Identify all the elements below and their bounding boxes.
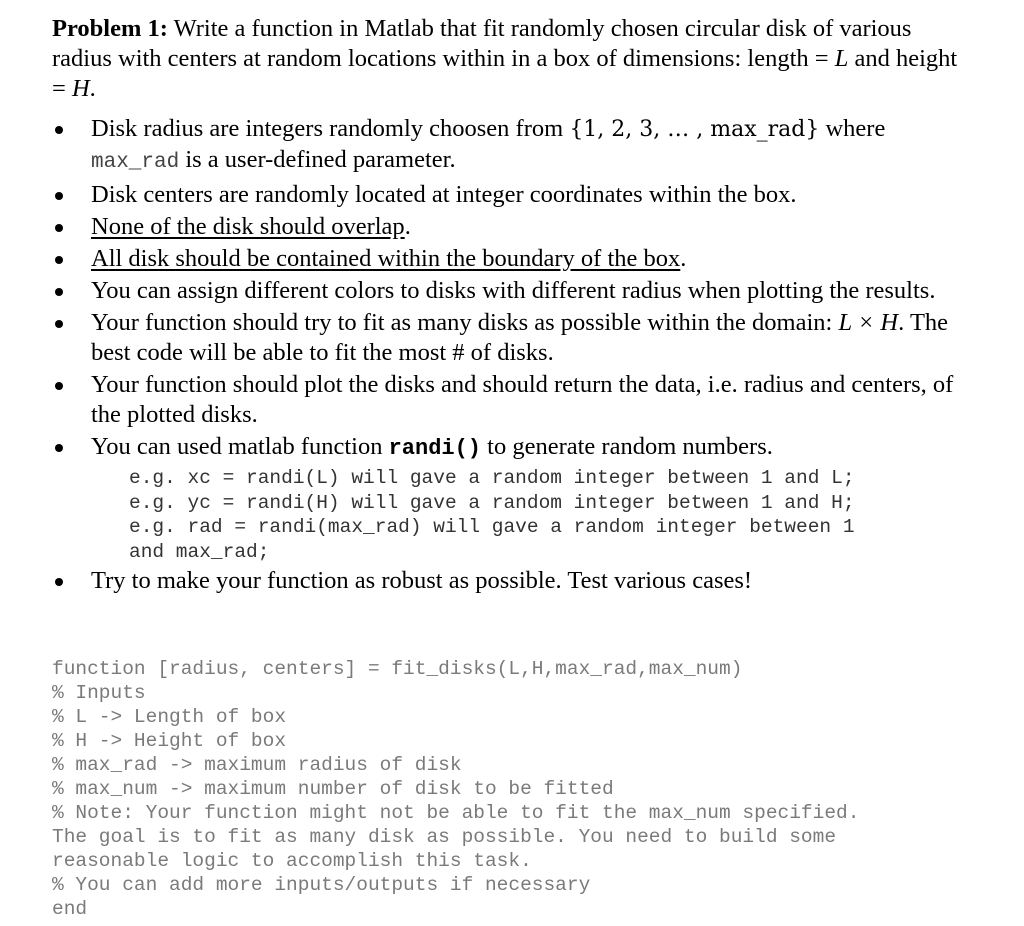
bullet-text: Disk centers are randomly located at integer coordinates within the box. (91, 181, 797, 208)
code-comment: % You can add more inputs/outputs if necessary (52, 874, 591, 896)
bullet-dot (55, 444, 63, 452)
max-rad-code: max_rad (91, 151, 180, 174)
problem-statement (52, 14, 972, 104)
bullet-text: . (680, 245, 687, 272)
code-comment: The goal is to fit as many disk as possible. You need to build some (52, 826, 837, 848)
bullet-text: Your function should try to fit as many disks as possible within the domain: (91, 309, 839, 336)
bullet-colors (52, 276, 972, 306)
randi-examples (129, 466, 972, 564)
code-comment: % H -> Height of box (52, 730, 287, 752)
bullet-fit-many (52, 308, 972, 368)
bullet-text: . The best code will be able to fit the most # of disks. (91, 309, 949, 366)
problem-text-1: Write a function in Matlab that fit randomly chosen circular disk of various radius with centers at random locations within in a box of dimensions: length = (52, 15, 912, 72)
bullet-dot (55, 256, 63, 264)
bullet-dot (55, 320, 63, 328)
example-line: and max_rad; (129, 540, 270, 563)
example-line: e.g. rad = randi(max_rad) will gave a random integer between 1 (129, 516, 855, 538)
randi-function: randi() (388, 436, 482, 461)
bullet-text: Your function should plot the disks and should return the data, i.e. radius and centers, of the plotted disks. (91, 371, 954, 428)
bullet-text: You can used matlab function (91, 433, 389, 460)
code-comment: % Note: Your function might not be able to fit the max_num specified. (52, 802, 860, 824)
example-line: e.g. xc = randi(L) will gave a random integer between 1 and L; (129, 467, 855, 489)
problem-label: Problem 1: (52, 15, 168, 42)
code-comment: % L -> Length of box (52, 706, 287, 728)
bullet-underlined-text: None of the disk should overlap (91, 213, 405, 240)
code-end: end (52, 898, 88, 920)
bullet-dot (55, 192, 63, 200)
code-comment: % max_rad -> maximum radius of disk (52, 754, 462, 776)
bullet-robust (52, 566, 972, 596)
code-comment: % Inputs (52, 682, 146, 704)
bullet-randi (52, 432, 972, 564)
bullet-dot (55, 126, 63, 134)
problem-text-3: . (89, 75, 96, 102)
function-signature: function [radius, centers] = fit_disks(L,H,max_rad,max_num) (52, 658, 743, 680)
requirements-list (52, 114, 972, 596)
bullet-centers (52, 180, 972, 210)
code-comment: % max_num -> maximum number of disk to be fitted (52, 778, 614, 800)
bullet-dot (55, 382, 63, 390)
bullet-text: . (404, 213, 411, 240)
bullet-radius (52, 114, 972, 178)
bullet-underlined-text: All disk should be contained within the boundary of the box (91, 245, 681, 272)
domain-math: L × H (838, 309, 899, 336)
bullet-text: Disk radius are integers randomly choosen from (91, 115, 570, 142)
bullet-plot-return (52, 370, 972, 430)
math-L: L (834, 45, 849, 72)
math-H: H (71, 75, 90, 102)
bullet-dot (55, 288, 63, 296)
radius-set: {1, 2, 3, … , max_rad} (569, 117, 820, 142)
bullet-text: is a user-defined parameter. (179, 146, 456, 173)
bullet-text: You can assign different colors to disks with different radius when plotting the results. (91, 277, 936, 304)
bullet-contained (52, 244, 972, 274)
bullet-no-overlap (52, 212, 972, 242)
bullet-dot (55, 578, 63, 586)
bullet-text: Try to make your function as robust as possible. Test various cases! (91, 567, 753, 594)
bullet-dot (55, 224, 63, 232)
example-line: e.g. yc = randi(H) will gave a random integer between 1 and H; (129, 491, 855, 514)
bullet-text: where (819, 115, 886, 142)
problem-text-2: and height = (52, 45, 958, 102)
matlab-code-block (52, 657, 982, 921)
code-comment: reasonable logic to accomplish this task. (52, 850, 532, 872)
bullet-text: to generate random numbers. (481, 433, 773, 460)
problem-document (52, 14, 972, 596)
